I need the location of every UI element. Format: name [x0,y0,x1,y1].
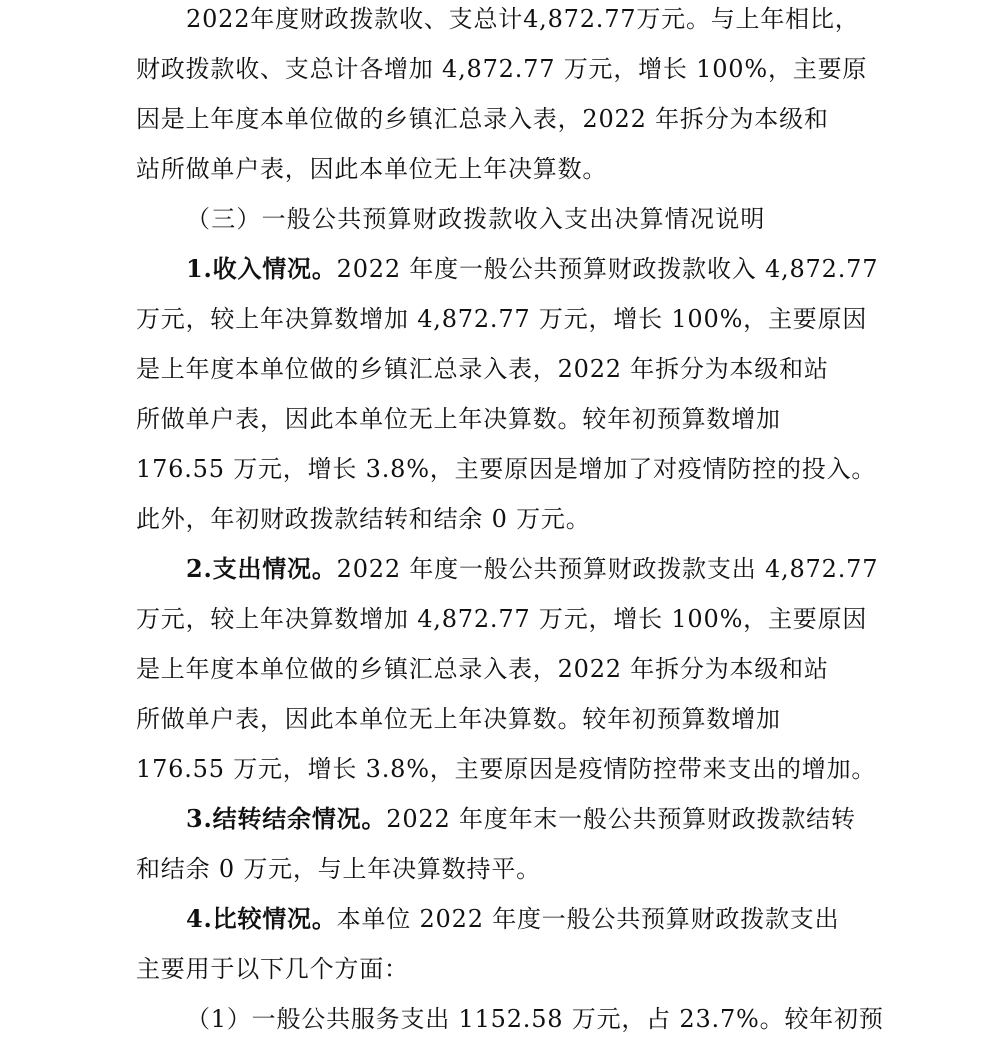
line-text: 财政拨款收、支总计各增加 4,872.77 万元，增长 100%，主要原 [136,55,868,83]
line-text: 176.55 万元，增长 3.8%，主要原因是增加了对疫情防控的投入。 [136,455,877,483]
paragraph-line-10 [0,444,1000,494]
line-text: （1）一般公共服务支出 1152.58 万元，占 23.7%。较年初预 [186,1005,884,1033]
line-text: 主要用于以下几个方面： [136,955,409,983]
item-lead: 2.支出情况。 [186,554,337,583]
item-lead: 1.收入情况。 [186,254,337,283]
line-text: 是上年度本单位做的乡镇汇总录入表，2022 年拆分为本级和站 [136,655,829,683]
paragraph-line-12 [0,544,1000,594]
line-text: 所做单户表，因此本单位无上年决算数。较年初预算数增加 [136,405,781,433]
paragraph-line-2 [0,44,1000,94]
paragraph-line-6 [0,244,1000,294]
line-text: 2022 年度一般公共预算财政拨款收入 4,872.77 [336,255,879,283]
paragraph-line-17 [0,794,1000,844]
line-text: 2022年度财政拨款收、支总计4,872.77万元。与上年相比， [186,5,860,33]
paragraph-line-18 [0,844,1000,894]
paragraph-line-13 [0,594,1000,644]
paragraph-line-16 [0,744,1000,794]
item-lead: 4.比较情况。 [186,904,337,933]
line-text: 所做单户表，因此本单位无上年决算数。较年初预算数增加 [136,705,781,733]
paragraph-line-21 [0,994,1000,1044]
item-lead: 3.结转结余情况。 [186,804,387,833]
paragraph-line-14 [0,644,1000,694]
line-text: 因是上年度本单位做的乡镇汇总录入表，2022 年拆分为本级和 [136,105,829,133]
paragraph-line-11 [0,494,1000,544]
paragraph-line-7 [0,294,1000,344]
line-text: 176.55 万元，增长 3.8%，主要原因是疫情防控带来支出的增加。 [136,755,877,783]
paragraph-line-1 [0,0,1000,44]
line-text: 万元，较上年决算数增加 4,872.77 万元，增长 100%，主要原因 [136,305,868,333]
paragraph-line-9 [0,394,1000,444]
section-heading [0,194,1000,244]
line-text: 2022 年度一般公共预算财政拨款支出 4,872.77 [336,555,879,583]
line-text: 此外，年初财政拨款结转和结余 0 万元。 [136,505,591,533]
paragraph-line-15 [0,694,1000,744]
line-text: 本单位 2022 年度一般公共预算财政拨款支出 [336,905,840,933]
paragraph-line-4 [0,144,1000,194]
heading-text: （三）一般公共预算财政拨款收入支出决算情况说明 [186,205,766,233]
line-text: 站所做单户表，因此本单位无上年决算数。 [136,155,608,183]
line-text: 是上年度本单位做的乡镇汇总录入表，2022 年拆分为本级和站 [136,355,829,383]
line-text: 2022 年度年末一般公共预算财政拨款结转 [386,805,856,833]
line-text: 和结余 0 万元，与上年决算数持平。 [136,855,541,883]
line-text: 万元，较上年决算数增加 4,872.77 万元，增长 100%，主要原因 [136,605,868,633]
paragraph-line-19 [0,894,1000,944]
paragraph-line-20 [0,944,1000,994]
paragraph-line-3 [0,94,1000,144]
paragraph-line-8 [0,344,1000,394]
